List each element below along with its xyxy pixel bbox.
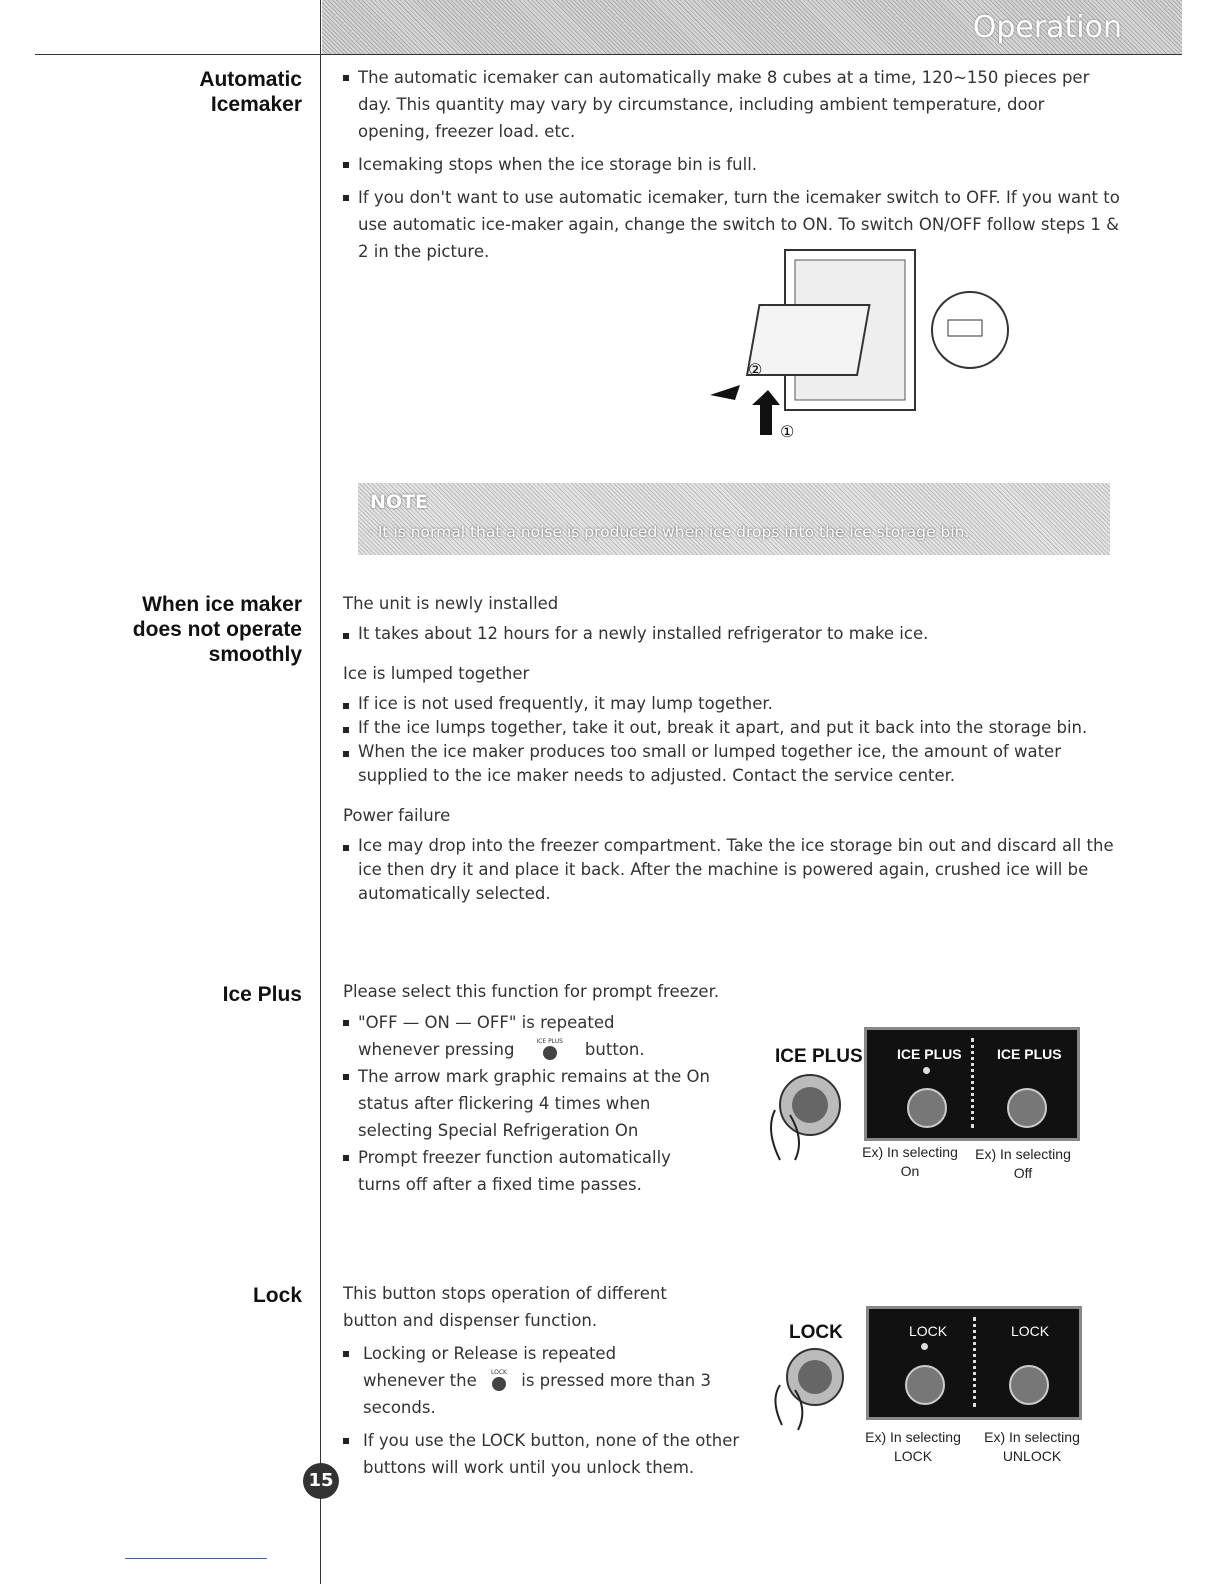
ice-plus-display-panel [864, 1027, 1080, 1141]
padlock-button-icon [905, 1365, 945, 1405]
icon-label: ICE PLUS [536, 1038, 563, 1045]
padlock-button-icon [1009, 1365, 1049, 1405]
subheading: Power failure [343, 806, 451, 825]
bullet: If you use the LOCK button, none of the other buttons will work until you unlock them. [343, 1427, 783, 1481]
lock-body [343, 1280, 763, 1481]
caption-line: UNLOCK [1002, 1448, 1062, 1464]
icon-label: LOCK [491, 1369, 507, 1376]
divider [320, 0, 321, 1584]
heading-ice-maker-not-operating [133, 592, 302, 667]
bullet: If the ice lumps together, take it out, break it apart, and put it back into the storage bin. [343, 716, 1123, 740]
lock-display-panel [866, 1306, 1082, 1420]
troubleshooting-body [343, 592, 1123, 906]
heading-line: When ice maker [142, 593, 302, 616]
note-box [358, 483, 1110, 555]
bullet: Prompt freezer function automatically turns off after a fixed time passes. [343, 1144, 698, 1198]
bullet [343, 1340, 743, 1421]
step-1-marker: ① [780, 422, 795, 441]
snowflake-button-icon [1007, 1088, 1047, 1128]
bullet-text: whenever pressing [358, 1040, 515, 1059]
bullet: The arrow mark graphic remains at the On status after flickering 4 times when selecting Special Refrigeration On [343, 1063, 723, 1144]
caption-line: Off [1013, 1165, 1033, 1181]
footer-rule [125, 1558, 267, 1559]
caption-on [855, 1143, 965, 1181]
step-2-marker: ② [748, 360, 763, 379]
bullet: Ice may drop into the freezer compartment. Take the ice storage bin out and discard all the ice then dry it and place it back. After the machine is powered again, crushed ice will be automatically selected. [343, 834, 1123, 906]
section-title: Operation [972, 10, 1122, 45]
panel-label-on: ICE PLUS [897, 1046, 962, 1062]
divider [35, 54, 1182, 55]
subheading: The unit is newly installed [343, 594, 559, 613]
lock-button-icon [482, 1369, 516, 1394]
heading-line: smoothly [208, 643, 302, 666]
hand-pressing-lock-icon [760, 1345, 860, 1435]
caption-line: Ex) In selecting [984, 1429, 1080, 1445]
bullet [343, 1009, 723, 1063]
heading-lock: Lock [252, 1284, 302, 1307]
bullet: When the ice maker produces too small or lumped together ice, the amount of water supplied to the ice maker needs to adjusted. Contact the service center. [343, 740, 1078, 788]
bullet: The automatic icemaker can automatically make 8 cubes at a time, 120~150 pieces per day. This quantity may vary by circumstance, including ambient temperature, door opening, freezer load. etc. [343, 64, 1118, 145]
hand-pressing-ice-plus-icon [755, 1070, 855, 1170]
automatic-body [343, 64, 1133, 265]
lock-button-label: LOCK [789, 1322, 843, 1343]
intro: Please select this function for prompt freezer. [343, 982, 720, 1001]
snowflake-button-icon [907, 1088, 947, 1128]
ice-plus-button-label: ICE PLUS [775, 1046, 863, 1067]
heading-line: does not operate [132, 618, 302, 641]
heading-automatic-icemaker [199, 67, 302, 117]
ice-plus-body [343, 978, 723, 1198]
bullet-text: Locking or Release is repeated [363, 1344, 617, 1363]
caption-unlock [976, 1428, 1088, 1466]
caption-line: Ex) In selecting [975, 1146, 1071, 1162]
caption-off [968, 1145, 1078, 1183]
heading-ice-plus: Ice Plus [222, 983, 302, 1006]
bullet-text: "OFF — ON — OFF" is repeated [358, 1013, 615, 1032]
note-text: · It is normal that a noise is produced when ice drops into the ice storage bin. [368, 523, 970, 541]
panel-label-lock: LOCK [909, 1323, 948, 1339]
ice-plus-button-icon [520, 1038, 580, 1063]
bullet-text: button. [584, 1040, 645, 1059]
bullet: Icemaking stops when the ice storage bin is full. [343, 151, 1133, 178]
icemaker-illustration [680, 245, 1020, 455]
intro: This button stops operation of different button and dispenser function. [343, 1284, 667, 1330]
caption-line: Ex) In selecting [865, 1429, 961, 1445]
page-number: 15 [303, 1463, 339, 1499]
panel-label-unlock: LOCK [1011, 1323, 1050, 1339]
panel-label-off: ICE PLUS [997, 1046, 1062, 1062]
subheading: Ice is lumped together [343, 664, 530, 683]
heading-line: Icemaker [210, 93, 302, 116]
header-band [322, 0, 1182, 54]
caption-line: On [900, 1163, 920, 1179]
note-title: NOTE [370, 491, 428, 513]
bullet: It takes about 12 hours for a newly installed refrigerator to make ice. [343, 622, 1123, 646]
heading-line: Automatic [199, 68, 302, 91]
bullet-text: is pressed more than 3 seconds. [363, 1371, 712, 1417]
bullet-text: whenever the [363, 1371, 477, 1390]
caption-lock [858, 1428, 968, 1466]
caption-line: LOCK [893, 1448, 933, 1464]
caption-line: Ex) In selecting [862, 1144, 958, 1160]
bullet: If you don't want to use automatic icemaker, turn the icemaker switch to OFF. If you want to use automatic ice-maker again, change the switch to ON. To switch ON/OFF follow steps 1 & 2 in the picture. [343, 184, 1133, 265]
bullet: If ice is not used frequently, it may lump together. [343, 692, 1123, 716]
